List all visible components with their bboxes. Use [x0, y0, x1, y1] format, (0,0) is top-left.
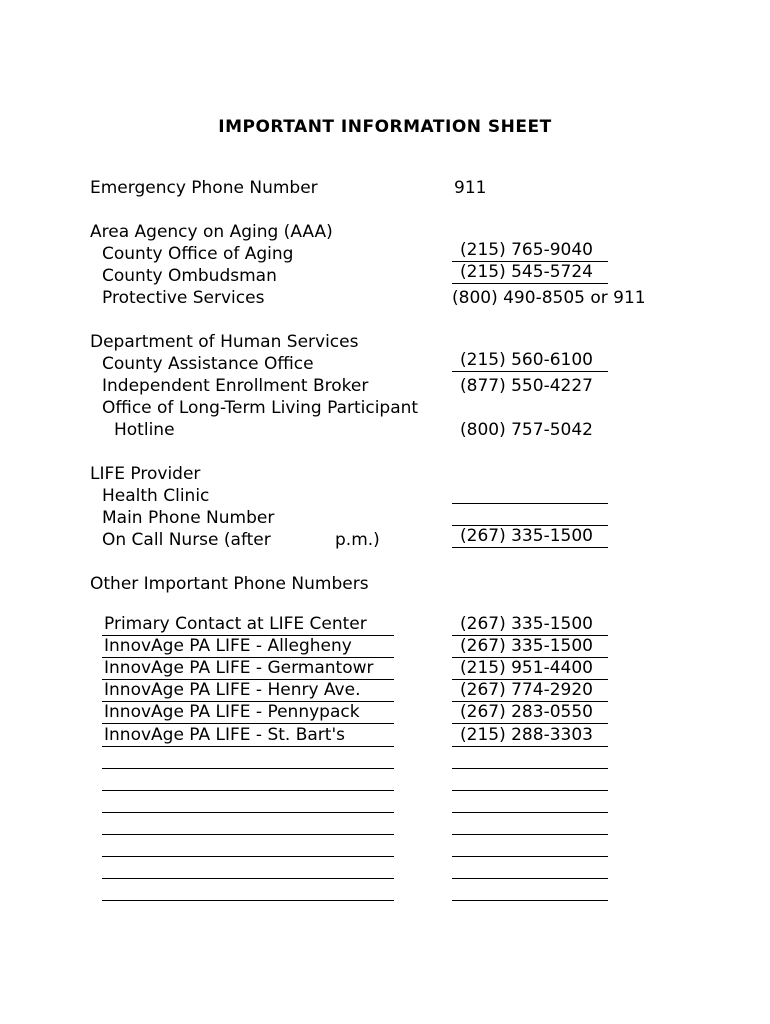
dhs-item-value-field[interactable] — [452, 350, 608, 372]
other-contact-name-field[interactable] — [102, 702, 394, 724]
other-contact-name-field[interactable] — [102, 813, 394, 835]
other-contact-name: InnovAge PA LIFE - Allegheny — [104, 636, 352, 656]
main-phone-field[interactable] — [452, 504, 608, 526]
other-contact-phone-field[interactable] — [452, 747, 608, 769]
other-contact-phone: (267) 335-1500 — [460, 636, 593, 656]
other-contact-name-field[interactable] — [102, 879, 394, 901]
aaa-item-label: County Ombudsman — [102, 266, 277, 286]
emergency-value: 911 — [454, 178, 487, 198]
other-contact-phone-field[interactable] — [452, 769, 608, 791]
dhs-item-label: Office of Long-Term Living Participant — [102, 398, 419, 418]
life-item-label: Main Phone Number — [102, 508, 275, 528]
other-contact-name-field[interactable] — [102, 857, 394, 879]
page-title: IMPORTANT INFORMATION SHEET — [218, 117, 552, 137]
other-contact-phone-field[interactable] — [452, 702, 608, 724]
other-contact-phone-field[interactable] — [452, 857, 608, 879]
aaa-heading: Area Agency on Aging (AAA) — [90, 222, 333, 242]
life-item-label: On Call Nurse (after — [102, 530, 271, 550]
life-item-label-suffix: p.m.) — [335, 530, 380, 550]
other-contact-name-field[interactable] — [102, 791, 394, 813]
emergency-label: Emergency Phone Number — [90, 178, 318, 198]
other-contact-name-field[interactable] — [102, 835, 394, 857]
other-contact-phone-field[interactable] — [452, 791, 608, 813]
other-contact-name-field[interactable] — [102, 725, 394, 747]
dhs-item-label: Hotline — [114, 420, 175, 440]
other-contact-name-field[interactable] — [102, 769, 394, 791]
other-contact-phone-field[interactable] — [452, 725, 608, 747]
on-call-nurse-field[interactable] — [452, 526, 608, 548]
other-contact-phone: (267) 774-2920 — [460, 680, 593, 700]
dhs-item-value: (800) 757-5042 — [460, 420, 593, 440]
dhs-item-label: County Assistance Office — [102, 354, 314, 374]
other-contact-phone-field[interactable] — [452, 835, 608, 857]
other-contact-name: Primary Contact at LIFE Center — [104, 614, 367, 634]
other-contact-phone-field[interactable] — [452, 658, 608, 680]
dhs-heading: Department of Human Services — [90, 332, 359, 352]
other-contact-name-field[interactable] — [102, 614, 394, 636]
other-contact-phone: (267) 335-1500 — [460, 614, 593, 634]
other-contact-phone: (215) 288-3303 — [460, 725, 593, 745]
other-contact-name-field[interactable] — [102, 636, 394, 658]
other-contact-phone-field[interactable] — [452, 879, 608, 901]
life-item-value: (267) 335-1500 — [460, 526, 593, 546]
aaa-item-value-field[interactable] — [452, 262, 608, 284]
other-contact-phone: (215) 951-4400 — [460, 658, 593, 678]
other-contact-name-field[interactable] — [102, 680, 394, 702]
aaa-item-value: (800) 490-8505 or 911 — [452, 288, 646, 308]
dhs-item-value: (877) 550-4227 — [460, 376, 593, 396]
aaa-item-label: Protective Services — [102, 288, 265, 308]
health-clinic-field[interactable] — [452, 482, 608, 504]
dhs-item-label: Independent Enrollment Broker — [102, 376, 369, 396]
other-contact-name: InnovAge PA LIFE - Pennypack — [104, 702, 360, 722]
life-heading: LIFE Provider — [90, 464, 201, 484]
aaa-item-value-field[interactable] — [452, 240, 608, 262]
other-contact-phone-field[interactable] — [452, 813, 608, 835]
other-contact-name: InnovAge PA LIFE - Germantowr — [104, 658, 374, 678]
other-contact-name-field[interactable] — [102, 747, 394, 769]
aaa-item-value: (215) 765-9040 — [460, 240, 593, 260]
other-contact-phone-field[interactable] — [452, 636, 608, 658]
other-contact-phone: (267) 283-0550 — [460, 702, 593, 722]
dhs-item-value: (215) 560-6100 — [460, 350, 593, 370]
life-item-label: Health Clinic — [102, 486, 210, 506]
aaa-item-label: County Office of Aging — [102, 244, 294, 264]
other-contact-name-field[interactable] — [102, 658, 394, 680]
other-contact-phone-field[interactable] — [452, 680, 608, 702]
other-contact-name: InnovAge PA LIFE - Henry Ave. — [104, 680, 361, 700]
other-contact-name: InnovAge PA LIFE - St. Bart's — [104, 725, 345, 745]
aaa-item-value: (215) 545-5724 — [460, 262, 593, 282]
other-heading: Other Important Phone Numbers — [90, 574, 369, 594]
other-contact-phone-field[interactable] — [452, 614, 608, 636]
